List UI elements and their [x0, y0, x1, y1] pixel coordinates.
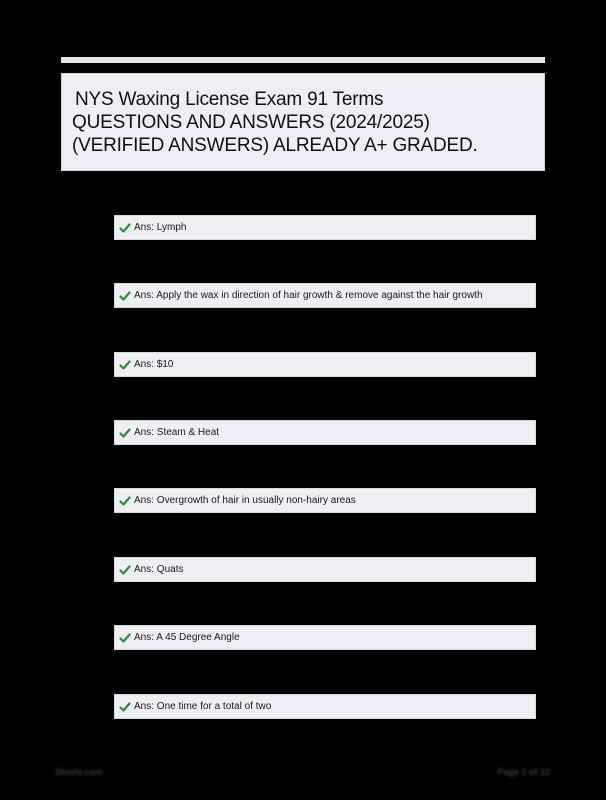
answer-box-8: [114, 694, 536, 719]
title-line-1: NYS Waxing License Exam 91 Terms: [75, 89, 384, 110]
answer-text: Ans: Quats: [134, 564, 184, 575]
checkmark-icon: [119, 427, 131, 439]
answer-text: Ans: A 45 Degree Angle: [134, 632, 240, 643]
checkmark-icon: [119, 564, 131, 576]
answer-box-3: [114, 352, 536, 377]
checkmark-icon: [119, 632, 131, 644]
answer-text: Ans: Steam & Heat: [134, 427, 220, 438]
checkmark-icon: [119, 359, 131, 371]
checkmark-icon: [119, 290, 131, 302]
answer-box-1: [114, 215, 536, 240]
answer-box-4: [114, 420, 536, 445]
top-rule: [61, 57, 545, 63]
title-line-3: (VERIFIED ANSWERS) ALREADY A+ GRADED.: [72, 135, 478, 156]
answer-box-7: [114, 625, 536, 650]
checkmark-icon: [119, 495, 131, 507]
title-box: [61, 73, 545, 171]
answer-text: Ans: Lymph: [134, 222, 187, 233]
checkmark-icon: [119, 701, 131, 713]
answer-box-5: [114, 488, 536, 513]
answer-text: Ans: Overgrowth of hair in usually non-hairy areas: [134, 495, 356, 506]
answer-text: Ans: $10: [134, 359, 174, 370]
checkmark-icon: [119, 222, 131, 234]
answer-text: Ans: One time for a total of two: [134, 701, 272, 712]
footer-page-number: Page 1 of 12: [497, 767, 550, 777]
title-line-2: QUESTIONS AND ANSWERS (2024/2025): [72, 112, 430, 133]
answer-text: Ans: Apply the wax in direction of hair growth & remove against the hair growth: [134, 290, 483, 301]
answer-box-6: [114, 557, 536, 582]
footer-source: Stuvia.com: [55, 767, 104, 777]
answer-box-2: [114, 283, 536, 308]
